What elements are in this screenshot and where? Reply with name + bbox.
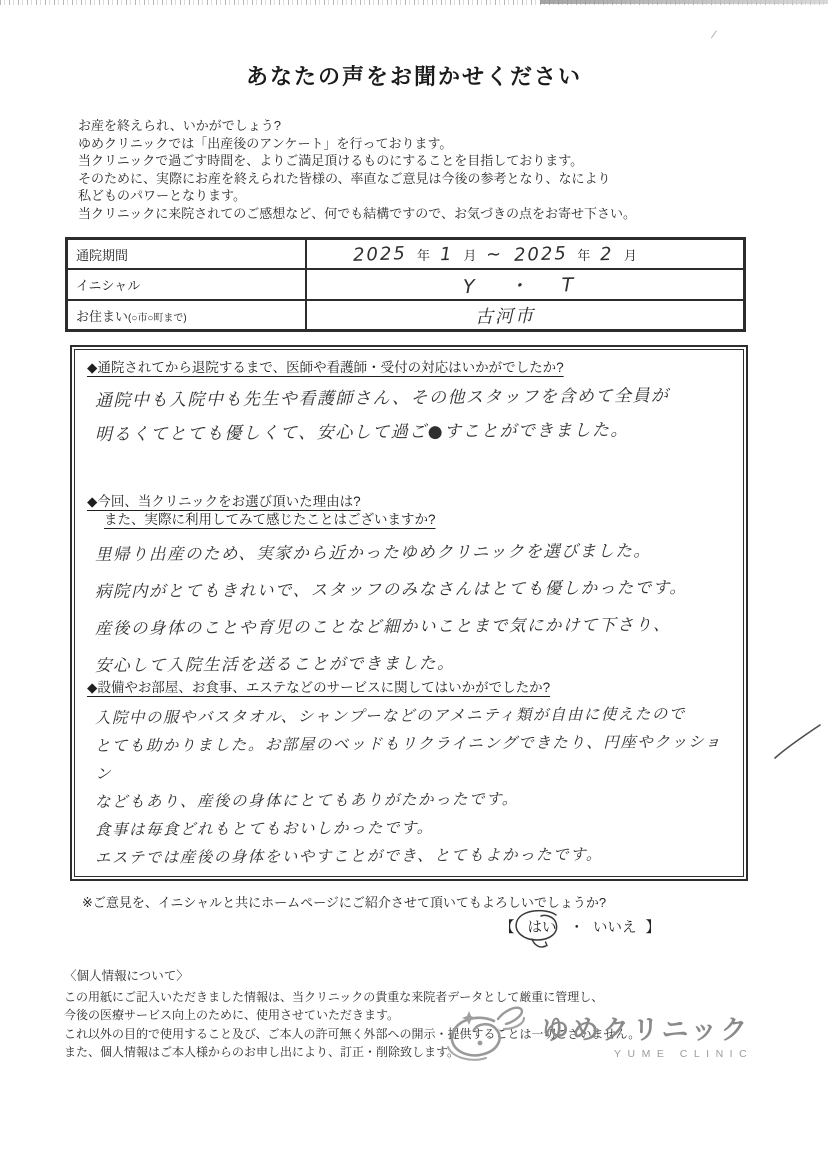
answer-line: 入院中の服やバスタオル、シャンプーなどのアメニティ類が自由に使えたので (94, 704, 686, 727)
question-section-reason-for-choosing (87, 493, 729, 679)
visit-period-handwritten (353, 244, 637, 265)
privacy-line: 今後の医療サービス向上のために、使用させていただきます。 (64, 1008, 400, 1022)
residence-label-note: (○市○町まで) (128, 312, 187, 324)
consent-question: ※ご意見を、イニシャルと共にホームページにご紹介させて頂いてもよろしいでしょうか? (82, 895, 607, 910)
residence-handwritten: 古河市 (474, 305, 536, 328)
question-prompt: ◆今回、当クリニックをお選び頂いた理由は? (87, 494, 361, 509)
handwritten-answer (87, 384, 729, 452)
yume-clinic-swirl-icon (442, 1003, 534, 1065)
clinic-logo (442, 1003, 753, 1065)
question-prompt: ◆設備やお部屋、お食事、エステなどのサービスに関してはいかがでしたか? (87, 680, 551, 695)
scan-artifact-top-edge-shadow (540, 0, 828, 4)
logo-dot (478, 1041, 483, 1046)
handwritten-answer (87, 536, 729, 684)
answer-line: 食事は毎食どれもとてもおいしかったです。 (94, 818, 434, 839)
answer-line: とても助かりました。お部屋のベッドもリクライニングできたり、円座やクッション (94, 732, 722, 783)
answer-line: 明るくてとても優しくて、安心して過ご●すことができました。 (94, 420, 630, 445)
residence-label: お住まい(○市○町まで) (67, 300, 307, 331)
initials-handwritten: Y ・ T (462, 273, 588, 299)
privacy-line: これ以外の目的で使用すること及び、ご本人の許可無く外部への開示・提供することは一切ございません。 (64, 1026, 641, 1041)
intro-line: そのために、実際にお産を終えられた皆様の、率直なご意見は今後の参考となり、なにより (78, 170, 611, 186)
intro-line: ゆめクリニックでは「出産後のアンケート」を行っております。 (78, 135, 453, 151)
intro-line: お産を終えられ、いかがでしょう? (78, 118, 282, 133)
sparkle-star-icon (462, 1011, 476, 1025)
privacy-heading: 〈個人情報について〉 (64, 969, 189, 983)
initials-value (306, 269, 745, 300)
visit-period-value (306, 239, 745, 270)
tilde-mark: ~ (486, 243, 504, 265)
privacy-line: また、個人情報はご本人様からのお申し出により、訂正・削除致します。 (64, 1045, 460, 1059)
question-prompt: ◆通院されてから退院するまで、医師や看護師・受付の対応はいかがでしたか? (87, 360, 564, 375)
month-unit-label: 月 (463, 247, 477, 263)
page-title: あなたの声をお聞かせください (245, 64, 582, 89)
privacy-line: この用紙にご記入いただきました情報は、当クリニックの貴重な来院者データとして厳重に管理し、 (64, 989, 604, 1004)
year-unit-label: 年 (416, 247, 430, 263)
scan-artifact-pen-stroke (765, 705, 825, 765)
questionnaire-box (70, 345, 748, 881)
clinic-name-english: YUME CLINIC (614, 1048, 754, 1060)
bracket-close: 】 (645, 920, 660, 936)
visit-period-label: 通院期間 (67, 239, 307, 270)
residence-value (306, 300, 745, 331)
handwritten-answer (87, 704, 729, 872)
year-unit-label: 年 (577, 247, 591, 263)
start-month-value: 1 (439, 243, 454, 265)
month-unit-label: 月 (623, 247, 637, 263)
answer-line: エステでは産後の身体をいやすことができ、とてもよかったです。 (94, 845, 603, 867)
intro-line: 当クリニックに来院されてのご感想など、何でも結構ですので、お気づきの点をお寄せ下さい。 (78, 205, 636, 221)
questionnaire-box-inner (74, 349, 744, 877)
answer-line: 安心して入院生活を送ることができました。 (94, 653, 456, 675)
patient-info-table (65, 237, 746, 332)
answer-line: 通院中も入院中も先生や看護師さん、その他スタッフを含めて全員が (94, 385, 670, 411)
answer-line: などもあり、産後の身体にとてもありがたかったです。 (94, 790, 519, 811)
intro-paragraph (78, 117, 828, 222)
table-row-initials (67, 269, 745, 300)
start-year-value: 2025 (352, 242, 408, 266)
consent-option-yes: はい (524, 916, 561, 937)
intro-line: 私どものパワーとなります。 (78, 188, 246, 203)
table-row-visit-period (67, 239, 745, 270)
question-section-facilities-services (87, 679, 729, 872)
clinic-name: ゆめクリニック (542, 1015, 751, 1045)
end-year-value: 2025 (513, 242, 568, 266)
answer-line: 産後の身体のことや育児のことなど細かいことまで気にかけて下さり、 (94, 614, 672, 638)
logo-text (542, 1008, 753, 1060)
option-separator: ・ (569, 920, 584, 936)
question-prompt-second-line: また、実際に利用してみて感じたことはございますか? (104, 512, 436, 527)
consent-options (500, 916, 700, 937)
bracket-open: 【 (500, 920, 515, 936)
consent-option-no: いいえ (593, 920, 637, 936)
table-row-residence (67, 300, 745, 331)
question-section-staff-response (87, 359, 729, 493)
intro-line: 当クリニックで過ごす時間を、よりご満足頂けるものにすることを目指しております。 (78, 153, 584, 168)
answer-line: 里帰り出産のため、実家から近かったゆめクリニックを選びました。 (94, 541, 652, 564)
initials-label: イニシャル (67, 269, 307, 300)
end-month-value: 2 (600, 243, 615, 265)
answer-line: 病院内がとてもきれいで、スタッフのみなさんはとても優しかったです。 (94, 577, 688, 601)
